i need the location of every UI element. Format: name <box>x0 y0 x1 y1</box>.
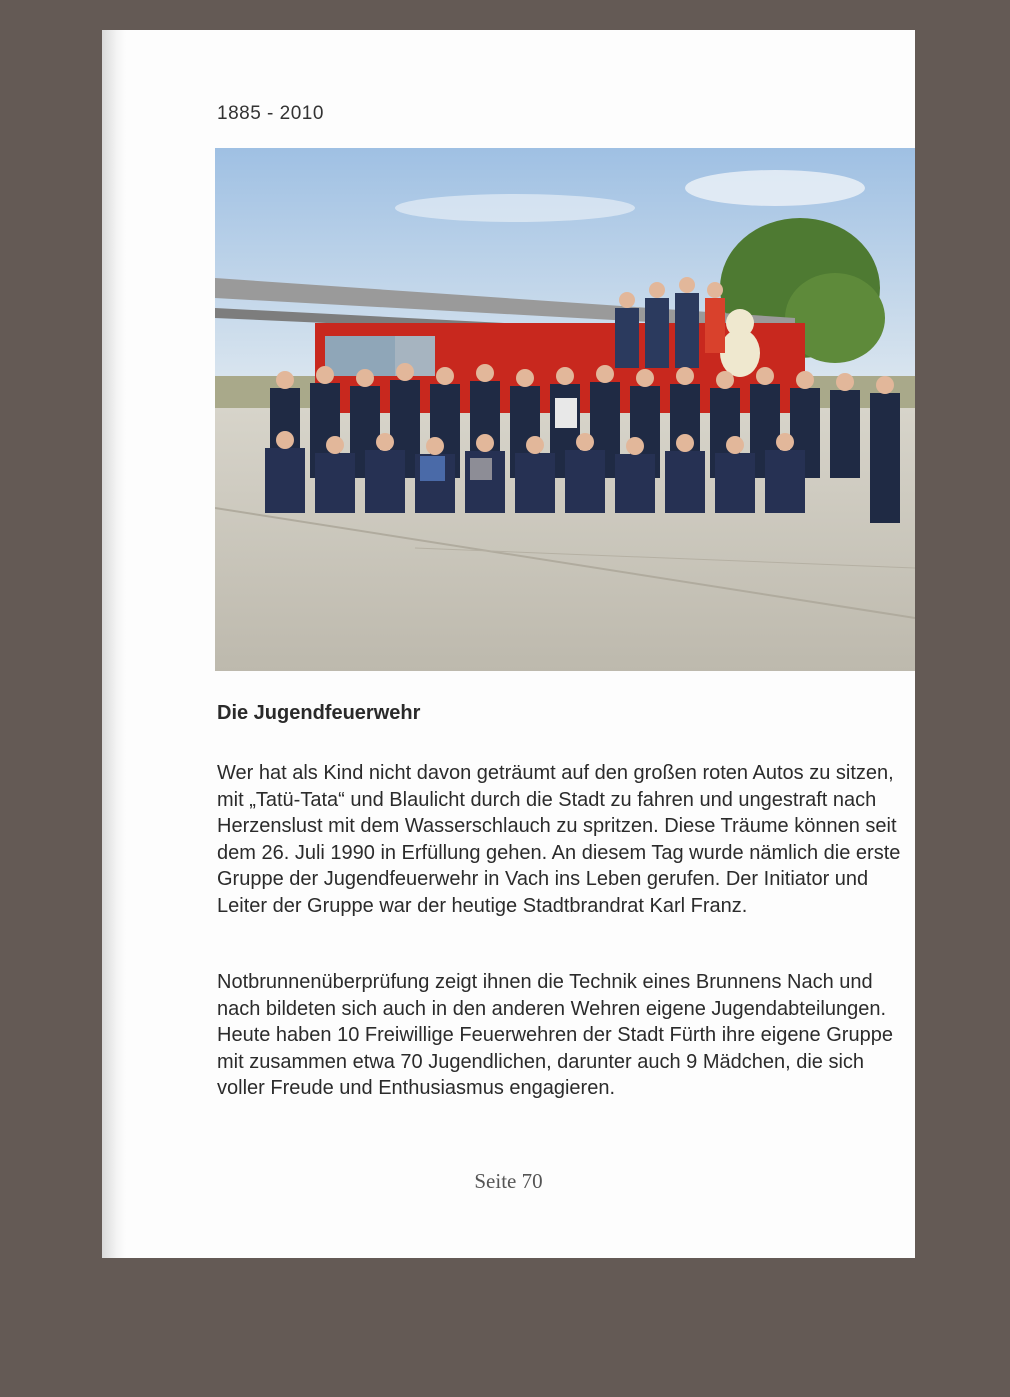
page-number: Seite 70 <box>474 1169 543 1193</box>
paragraph-development: Notbrunnenüberprüfung zeigt ihnen die Technik eines Brunnens Nach und nach bildeten sich auch in den anderen Wehren eigene Jugendabteilungen. Heute haben 10 Freiwillige Feuerwehren der Stadt Fürth ihre eigene Gruppe mit zusammen etwa 70 Jugendlichen, darunter auch 9 Mädchen, die sich voller Freude und Enthusiasmus engagieren. <box>217 971 893 1099</box>
book-page <box>102 30 915 1258</box>
page-binding-shadow <box>102 30 126 1258</box>
paragraph-intro: Wer hat als Kind nicht davon geträumt auf den großen roten Autos zu sitzen, mit „Tatü-Tata“ und Blaulicht durch die Stadt zu fahren und ungestraft nach Herzenslust mit dem Wasserschlauch zu spritzen. Diese Träume können seit dem 26. Juli 1990 in Erfüllung gehen. An diesem Tag wurde nämlich die erste Gruppe der Jugendfeuerwehr in Vach ins Leben gerufen. Der Initiator und Leiter der Gruppe war der heutige Stadtbrandrat Karl Franz. <box>217 762 901 917</box>
group-photo <box>215 148 915 671</box>
header-years: 1885 - 2010 <box>217 103 324 124</box>
section-title: Die Jugendfeuerwehr <box>217 702 421 724</box>
